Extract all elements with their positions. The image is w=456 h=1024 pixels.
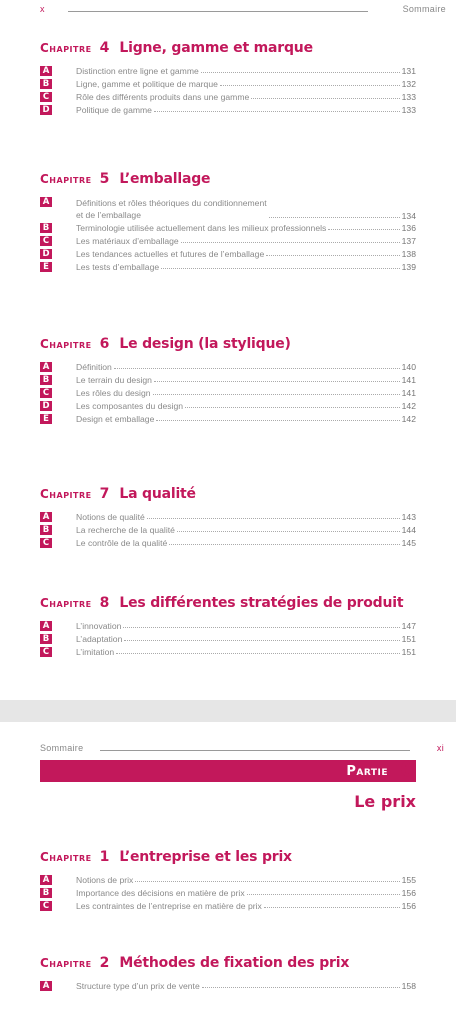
entry-list: [40, 66, 416, 118]
section-badge: A: [40, 362, 52, 372]
entry-title: Terminologie utilisée actuellement dans les milieux professionnels: [76, 223, 327, 233]
chapter-word: Chapitre: [40, 850, 92, 864]
section-badge: B: [40, 525, 52, 535]
section-badge: E: [40, 262, 52, 272]
entry-title: Distinction entre ligne et gamme: [76, 66, 199, 76]
section-badge: C: [40, 538, 52, 548]
section-badge: A: [40, 621, 52, 631]
page-number: 156: [401, 901, 416, 911]
page-number: 136: [401, 223, 416, 233]
section-badge: D: [40, 249, 52, 259]
toc-entry[interactable]: [40, 262, 416, 275]
dot-leader: [251, 98, 399, 99]
entry-title: Les rôles du design: [76, 388, 151, 398]
toc-entry[interactable]: [40, 634, 416, 647]
chapter-number: 4: [99, 40, 110, 56]
entry-title: Ligne, gamme et politique de marque: [76, 79, 218, 89]
dot-leader: [114, 368, 400, 369]
dot-leader: [147, 518, 400, 519]
page-number: 155: [401, 875, 416, 885]
chapter-8: [40, 595, 416, 660]
chapter-1: [40, 849, 416, 914]
chapter-title: Méthodes de fixation des prix: [119, 955, 350, 971]
section-badge: A: [40, 875, 52, 885]
entry-title: Les matériaux d’emballage: [76, 236, 179, 246]
section-badge: B: [40, 888, 52, 898]
folio: x: [40, 4, 45, 14]
entry-title: Politique de gamme: [76, 105, 152, 115]
entry-list: [40, 621, 416, 660]
page-number: 141: [401, 388, 416, 398]
chapter-heading: [40, 40, 416, 56]
section-badge: C: [40, 236, 52, 246]
part-word: Partie: [346, 764, 388, 779]
folio: xi: [436, 743, 444, 753]
section-badge: D: [40, 401, 52, 411]
chapter-word: Chapitre: [40, 41, 92, 55]
chapter-heading: [40, 595, 416, 611]
toc-entry[interactable]: [40, 981, 416, 994]
toc-entry[interactable]: [40, 888, 416, 901]
header-rule: [68, 11, 368, 12]
chapter-number: 1: [99, 849, 110, 865]
running-head-label: Sommaire: [402, 4, 446, 14]
entry-title: L’adaptation: [76, 634, 123, 644]
toc-entry[interactable]: [40, 375, 416, 388]
section-badge: A: [40, 197, 52, 207]
entry-list: [40, 362, 416, 427]
page-number: 139: [401, 262, 416, 272]
dot-leader: [124, 640, 399, 641]
section-badge: C: [40, 388, 52, 398]
chapter-number: 8: [99, 595, 110, 611]
dot-leader: [135, 881, 399, 882]
header-rule: [100, 750, 410, 751]
chapter-title: L’emballage: [119, 171, 211, 187]
chapter-7: [40, 486, 416, 551]
entry-list: [40, 981, 416, 994]
page-separator: [0, 700, 456, 722]
chapter-title: L’entreprise et les prix: [119, 849, 292, 865]
toc-entry[interactable]: [40, 223, 416, 236]
entry-title: L’imitation: [76, 647, 115, 657]
chapter-number: 5: [99, 171, 110, 187]
toc-entry[interactable]: [40, 901, 416, 914]
page-number: 151: [401, 634, 416, 644]
toc-entry[interactable]: [40, 875, 416, 888]
page-number: 137: [401, 236, 416, 246]
entry-title: L’innovation: [76, 621, 122, 631]
dot-leader: [269, 217, 400, 218]
chapter-word: Chapitre: [40, 337, 92, 351]
page-number: 133: [401, 105, 416, 115]
page-number: 138: [401, 249, 416, 259]
chapter-2: [40, 955, 416, 994]
entry-title: Les composantes du design: [76, 401, 184, 411]
toc-entry[interactable]: [40, 66, 416, 79]
section-badge: C: [40, 647, 52, 657]
entry-title: Les tests d’emballage: [76, 262, 160, 272]
dot-leader: [266, 255, 399, 256]
entry-list: [40, 875, 416, 914]
page-number: 158: [401, 981, 416, 991]
dot-leader: [177, 531, 400, 532]
page-number: 131: [401, 66, 416, 76]
dot-leader: [153, 394, 400, 395]
chapter-4: [40, 40, 416, 118]
toc-entry[interactable]: [40, 388, 416, 401]
entry-title: Les tendances actuelles et futures de l’emballage: [76, 249, 265, 259]
page-number: 133: [401, 92, 416, 102]
dot-leader: [181, 242, 400, 243]
chapter-title: Ligne, gamme et marque: [119, 40, 313, 56]
section-badge: A: [40, 512, 52, 522]
chapter-title: La qualité: [119, 486, 196, 502]
section-badge: C: [40, 92, 52, 102]
dot-leader: [161, 268, 400, 269]
part-banner: [40, 760, 416, 782]
toc-entry[interactable]: [40, 92, 416, 105]
chapter-heading: [40, 955, 416, 971]
chapter-title: Le design (la stylique): [119, 336, 291, 352]
chapter-heading: [40, 486, 416, 502]
page-number: 132: [401, 79, 416, 89]
chapter-word: Chapitre: [40, 956, 92, 970]
chapter-word: Chapitre: [40, 172, 92, 186]
page-number: 144: [401, 525, 416, 535]
chapter-heading: [40, 849, 416, 865]
section-badge: B: [40, 223, 52, 233]
entry-list: [40, 197, 416, 275]
toc-entry[interactable]: [40, 79, 416, 92]
dot-leader: [154, 381, 400, 382]
chapter-heading: [40, 171, 416, 187]
dot-leader: [220, 85, 400, 86]
chapter-6: [40, 336, 416, 427]
dot-leader: [123, 627, 399, 628]
page-number: 147: [401, 621, 416, 631]
page-number: 151: [401, 647, 416, 657]
toc-page-xi: [0, 722, 456, 1024]
dot-leader: [328, 229, 399, 230]
entry-title: Notions de prix: [76, 875, 134, 885]
dot-leader: [202, 987, 400, 988]
section-badge: E: [40, 414, 52, 424]
section-badge: A: [40, 981, 52, 991]
entry-title: La recherche de la qualité: [76, 525, 175, 535]
chapter-number: 7: [99, 486, 110, 502]
running-header: [40, 4, 456, 18]
section-badge: A: [40, 66, 52, 76]
section-badge: B: [40, 634, 52, 644]
entry-title: Définition: [76, 362, 112, 372]
page-number: 143: [401, 512, 416, 522]
entry-title: Les contraintes de l’entreprise en matière de prix: [76, 901, 262, 911]
running-header: [40, 743, 444, 757]
entry-title: Importance des décisions en matière de prix: [76, 888, 245, 898]
entry-title: Définitions et rôles théoriques du conditionnement et de l’emballage: [76, 198, 267, 220]
chapter-heading: [40, 336, 416, 352]
entry-title: Design et emballage: [76, 414, 155, 424]
dot-leader: [247, 894, 400, 895]
toc-entry[interactable]: [40, 647, 416, 660]
dot-leader: [185, 407, 400, 408]
toc-entry[interactable]: [40, 401, 416, 414]
section-badge: B: [40, 375, 52, 385]
chapter-number: 2: [99, 955, 110, 971]
chapter-5: [40, 171, 416, 275]
toc-entry[interactable]: [40, 621, 416, 634]
entry-title: Notions de qualité: [76, 512, 145, 522]
entry-title: Le terrain du design: [76, 375, 152, 385]
page-number: 134: [401, 211, 416, 221]
page-number: 142: [401, 414, 416, 424]
page-number: 145: [401, 538, 416, 548]
toc-entry[interactable]: [40, 538, 416, 551]
chapter-word: Chapitre: [40, 596, 92, 610]
page-number: 140: [401, 362, 416, 372]
page-number: 142: [401, 401, 416, 411]
dot-leader: [169, 544, 399, 545]
toc-entry[interactable]: [40, 525, 416, 538]
toc-entry[interactable]: [40, 512, 416, 525]
entry-list: [40, 512, 416, 551]
page-number: 156: [401, 888, 416, 898]
toc-entry[interactable]: [40, 197, 416, 223]
chapter-number: 6: [99, 336, 110, 352]
running-head-label: Sommaire: [40, 743, 84, 753]
part-number: 6: [400, 757, 414, 781]
dot-leader: [154, 111, 400, 112]
section-badge: D: [40, 105, 52, 115]
toc-entry[interactable]: [40, 236, 416, 249]
chapter-word: Chapitre: [40, 487, 92, 501]
dot-leader: [156, 420, 399, 421]
dot-leader: [116, 653, 399, 654]
toc-entry[interactable]: [40, 105, 416, 118]
entry-title: Rôle des différents produits dans une gamme: [76, 92, 250, 102]
section-badge: B: [40, 79, 52, 89]
dot-leader: [201, 72, 400, 73]
entry-title: Le contrôle de la qualité: [76, 538, 168, 548]
toc-entry[interactable]: [40, 249, 416, 262]
part-title: Le prix: [354, 792, 416, 811]
section-badge: C: [40, 901, 52, 911]
toc-entry[interactable]: [40, 362, 416, 375]
page-number: 141: [401, 375, 416, 385]
dot-leader: [264, 907, 400, 908]
chapter-title: Les différentes stratégies de produit: [119, 595, 404, 611]
entry-title: Structure type d’un prix de vente: [76, 981, 200, 991]
toc-entry[interactable]: [40, 414, 416, 427]
